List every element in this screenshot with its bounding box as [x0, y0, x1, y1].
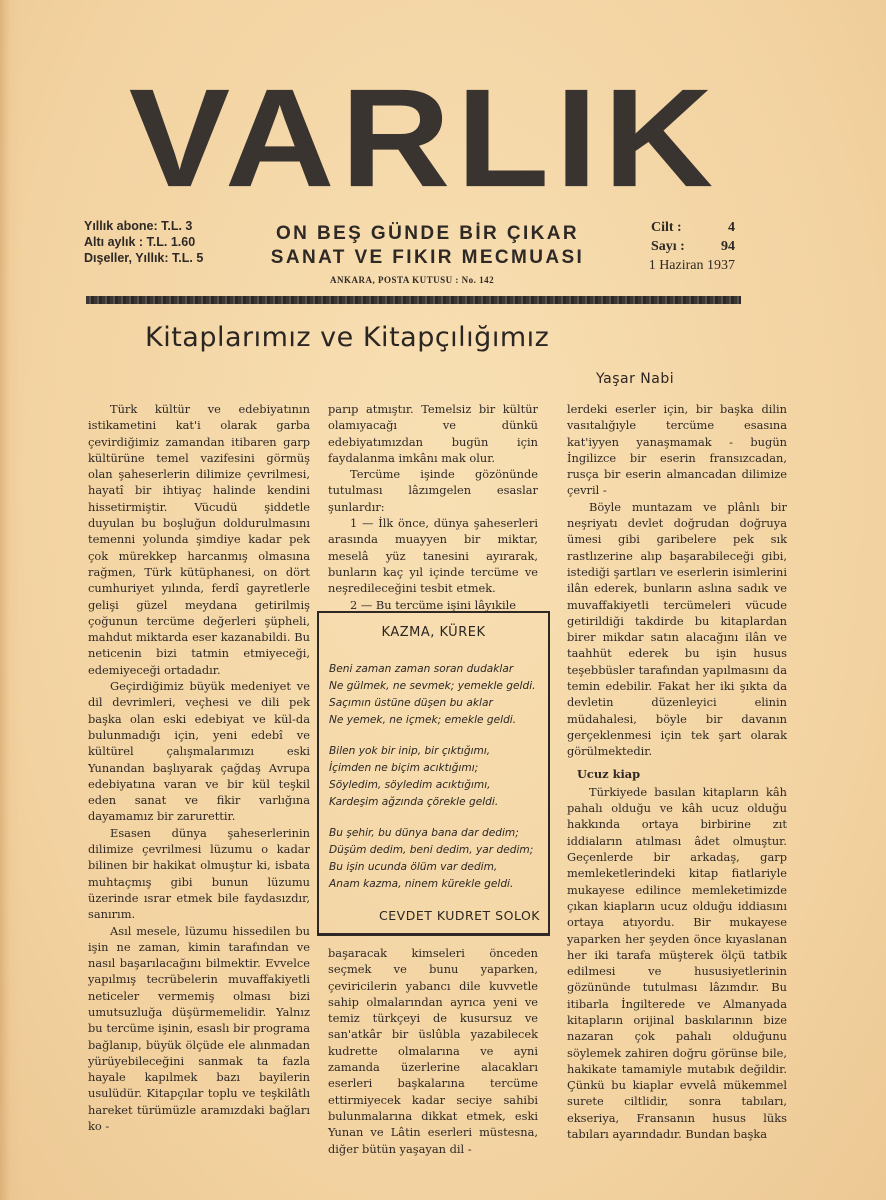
article-headline: Kitaplarımız ve Kitapçılığımız [145, 322, 550, 353]
poem-body [329, 661, 545, 907]
volume-label: Cilt : [651, 220, 682, 235]
masthead-divider [86, 296, 741, 304]
paragraph: Türkiyede basılan kitapların kâh pahalı olduğu ve kâh ucuz olduğu hakkında ortaya birbirine zıt iddiaların atılması âdet olmuştur. Geçenlerde bir arkadaş, garp memleketlerindeki kitap fiatlariyle mukayese edilince memleketimizde çıkan kiapların ucuz olduğu iddiasını ortaya atıyordu. Bir mukayese yaparken her şeyden önce kıyaslanan her iki tarafa müşterek ölçü tatbik edilmesi ve hususiyetlerinin gözününde tutulması lâzımdır. Bu itibarla İngilterede ve Almanyada kitapların orijinal baskılarının bize nazaran çok pahalı olduğunu söylemek zahiren doğru görünse bile, hakikate tamamiyle mutabık değildir. Çünkü bu kiaplar evvelâ mükemmel surete ciltlidir, sonra tabıları, ekseriya, Fransanın husus lüks tabıları ayarındadır. Bundan başka [567, 784, 787, 1142]
tagline [250, 222, 605, 270]
poem-author: CEVDET KUDRET SOLOK [379, 908, 540, 923]
poem-line: Bu işin ucunda ölüm var dedim, [329, 861, 498, 873]
subscription-foreign: Dışeller, Yıllık: T.L. 5 [84, 251, 204, 265]
volume-row [617, 218, 735, 237]
issue-info [617, 218, 735, 275]
subscription-six-month: Altı aylık : T.L. 1.60 [84, 235, 196, 249]
poem-line: Beni zaman zaman soran dudaklar [329, 663, 514, 675]
article-column-1 [88, 401, 310, 1134]
masthead-title: VARLIK [128, 60, 720, 217]
poem-stanza-3 [329, 825, 545, 893]
paragraph: Esasen dünya şaheserlerinin dilimize çevrilmesi lüzumu o kadar bilinen bir hakikat olmuştur ki, isbata muhtaçmış gibi bunun lüzumu üzerinde ısrar etmek bile faydasızdır, sanırım. [88, 825, 310, 922]
tagline-line1: ON BEŞ GÜNDE BİR ÇIKAR [276, 223, 579, 244]
poem-line: Düşüm dedim, beni dedim, yar dedim; [329, 844, 534, 856]
poem-box [317, 611, 550, 936]
article-column-2-top [328, 401, 538, 613]
article-column-3 [567, 401, 787, 1142]
issue-number-label: Sayı : [651, 239, 685, 254]
paragraph: 2 — Bu tercüme işini lâyıkile [350, 597, 517, 612]
issue-number-value: 94 [721, 239, 735, 254]
paragraph: Tercüme işinde gözönünde tutulması lâzımgelen esaslar şunlardır: [328, 467, 538, 514]
issue-number-row [617, 237, 735, 256]
paragraph: başaracak kimseleri önceden seçmek ve bunu yaparken, çeviricilerin yabancı dile kuvvetle sahip olmalarından ayrıca yeni ve temiz türkçeyi de kusursuz ve san'atkâr bir üslûbla yazabilecek kudrette olmalarına ve ayni zamanda üzerlerine alacakları eserleri başkalarına tercüme ettirmiyecek kadar seciye sahibi bulunmalarına dikkat etmek, eski Yunan ve Lâtin eserleri müstesna, diğer bütün yaşayan dil - [328, 946, 538, 1156]
tagline-line2: SANAT VE FIKIR MECMUASI [270, 247, 585, 268]
poem-line: Kardeşim ağzında çörekle geldi. [329, 796, 499, 808]
paragraph: 1 — İlk önce, dünya şaheserleri arasında muayyen bir miktar, meselâ yüz tanesini ayırarak, bunların kaç yıl içinde tercüme ve neşredileceğini tesbit etmek. [328, 516, 538, 596]
paragraph: Geçirdiğimiz büyük medeniyet ve dil devrimleri, veçhesi ve dili pek başka olan eski edebiyat ve kül-da bulunmadığı için, yeni edebî ve kültürel çalışmalarımızı eski Yunandan başlıyarak çağdaş Avrupa edebiyatına varan ve bir kül teşkil eden sanat ve fikir varlığına dayamamız bir zarurettir. [88, 679, 310, 824]
poem-line: Bu şehir, bu dünya bana dar dedim; [329, 827, 519, 839]
paragraph: lerdeki eserler için, bir başka dilin vasıtalığıyle tercüme esasına kat'iyyen yanaşmamak - bugün İngilizce bir eserin fransızcadan, rusça bir eserin almancadan dilimize çevril - [567, 402, 787, 498]
postal-address: ANKARA, POSTA KUTUSU : No. 142 [330, 275, 495, 285]
volume-value: 4 [728, 220, 735, 235]
poem-line: Söyledim, söyledim acıktığımı, [329, 779, 491, 791]
poem-line: Bilen yok bir inip, bir çıktığımı, [329, 745, 491, 757]
poem-stanza-2 [329, 743, 545, 811]
section-subheading: Ucuz kiap [577, 766, 641, 781]
paragraph: Türk kültür ve edebiyatının istikametini kat'i olarak garba çevirdiğimiz zamandan itibaren garp kültürüne temel vazifesini görmüş olan şaheserlerin dilimize çevrilmesi, hayatî bir ihtiyaç halinde kendini hissetirmiştir. Vücudü şiddetle duyulan bu boşluğun doldurulmasını temenni yolunda şimdiye kadar pek çok mürekkep harcanmış olmasına rağmen, Türk kütüphanesi, on dört cumhuriyet yılında, ferdî gayretlerle gelişi güzel meydana getirilmiş çoğunun tercüme değerleri şüpheli, mahdut miktarda eser kazanabildi. Bu neticenin bizi tatmin etmiyeceği, edemiyeceği ortadadır. [88, 402, 310, 677]
poem-title: KAZMA, KÜREK [381, 625, 486, 640]
poem-stanza-1 [329, 661, 545, 729]
poem-line: Saçımın üstüne düşen bu aklar [329, 697, 493, 709]
article-column-2-bottom [328, 945, 538, 1157]
poem-line: Ne yemek, ne içmek; emekle geldi. [329, 714, 517, 726]
paragraph: Böyle muntazam ve plânlı bir neşriyatı devlet doğrudan doğruya ümesi gibi garibelere pek sık rastlızerine alıp başarabileceği gibi, istediği şartları ve eserlerin isimlerini ilân ederek, bunların aslına sadık ve muvaffakiyetli tercümeleri vücude getirildiği takdirde bu kitaplardan birer mikdar satın alacağını ilân ve taahhüt ederek bu işin husus teşebbüsler tarafından yapılmasını da temin edebilir. Fakat her iki şıkta da devletin düzenleyici elinin müdahalesi, böyle bir davanın gerçeklenmesi için tek şart olarak görülmektedir. [567, 499, 787, 759]
paragraph: Asıl mesele, lüzumu hissedilen bu işin ne zaman, kimin tarafından ve nasıl başarılacağını bilmektir. Evvelce yapılmış tecrübelerin muvaffakiyetli neticeler vermemiş olması bizi umutsuzluğa düşürmemelidir. Yalnız bu tercüme işinin, esaslı bir programa bağlanıp, büyük ölçüde ele alınmadan yürüyebileceğini sanmak ta fazla hayale kapılmek bazı bayilerin usulüdür. Kitapçılar toplu ve teşkilâtlı hareket türümüzle aramızdaki bağları ko - [88, 923, 310, 1134]
poem-line: Ne gülmek, ne sevmek; yemekle geldi. [329, 680, 536, 692]
poem-line: İçimden ne biçim acıktığımı; [329, 762, 479, 774]
subscription-info [84, 218, 203, 266]
article-byline: Yaşar Nabi [596, 371, 675, 387]
subscription-yearly: Yıllık abone: T.L. 3 [84, 219, 193, 233]
paragraph: parıp atmıştır. Temelsiz bir kültür olamıyacağı ve dünkü edebiyatımızdan bugün için faydalanma imkânı mak olur. [328, 402, 538, 465]
poem-line: Anam kazma, ninem kürekle geldi. [329, 878, 514, 890]
issue-date: 1 Haziran 1937 [648, 258, 735, 273]
